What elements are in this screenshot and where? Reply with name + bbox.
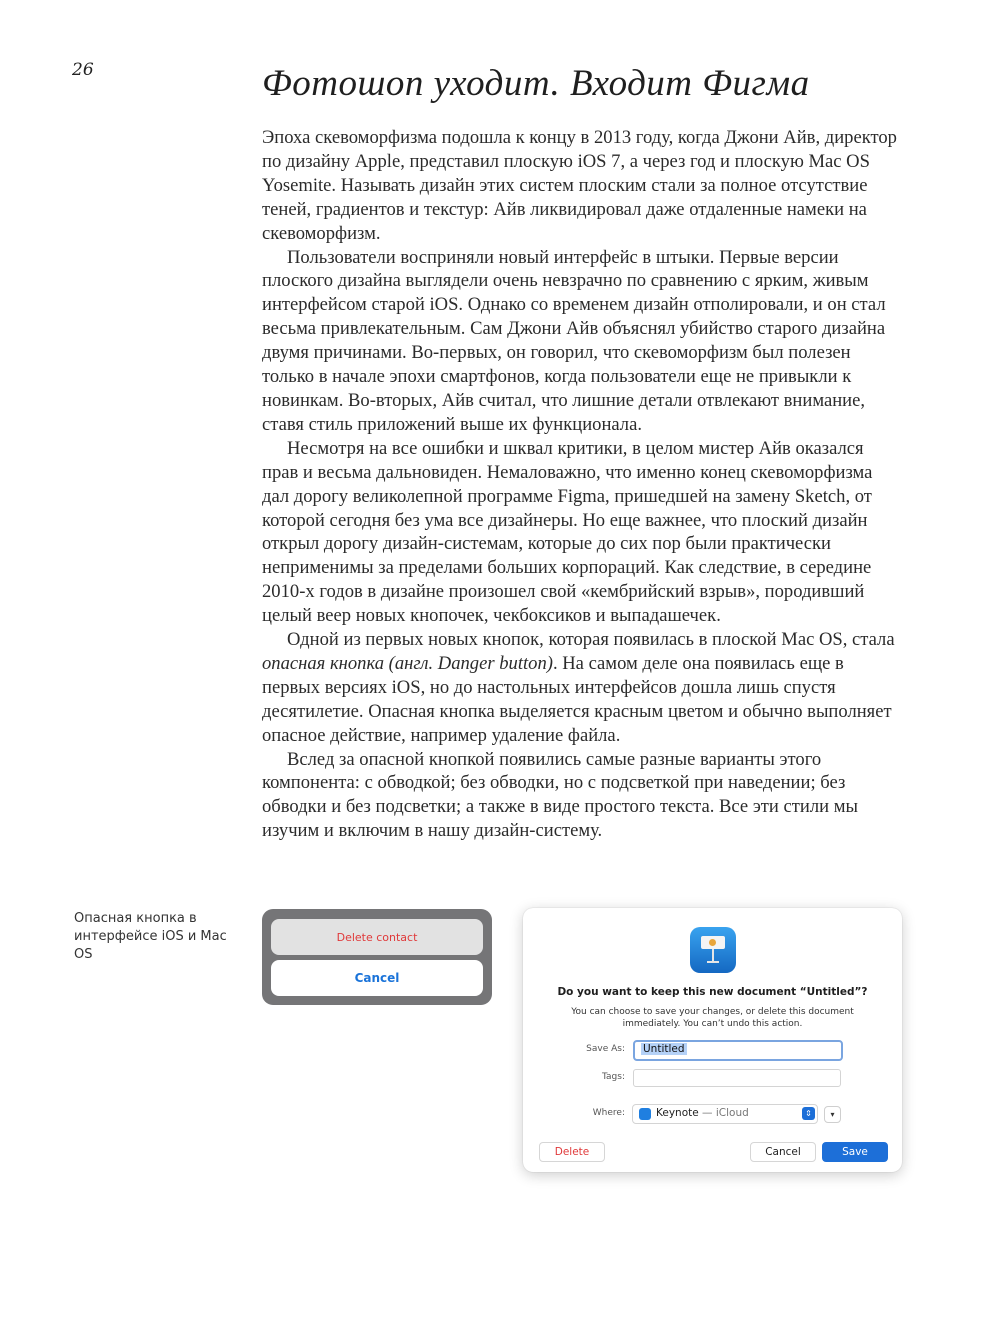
paragraph-5: Вслед за опасной кнопкой появились самые разные варианты этого компонента: с обводкой; без обводки, но с подсветкой при наведении; без обводки и без подсветки; а также в виде простого текста. Все эти стили мы изучим и включим в нашу дизайн-систему. bbox=[262, 748, 858, 842]
ios-cancel-button[interactable]: Cancel bbox=[271, 960, 483, 996]
where-select[interactable] bbox=[632, 1104, 818, 1124]
save-as-label: Save As: bbox=[586, 1044, 625, 1054]
mac-save-dialog bbox=[523, 908, 902, 1172]
danger-button-term: опасная кнопка (англ. Danger button) bbox=[262, 652, 553, 674]
paragraph-1: Эпоха скевоморфизма подошла к концу в 2013 году, когда Джони Айв, директор по дизайну Apple, представил плоскую iOS 7, а через год и плоскую Mac OS Yosemite. Называть дизайн этих систем плоским стали за полное отсутствие теней, градиентов и текстур: Айв ликвидировал даже отдаленные намеки на скевоморфизм. bbox=[262, 127, 897, 244]
expand-chevron-icon[interactable]: ▾ bbox=[824, 1106, 841, 1123]
save-as-value: Untitled bbox=[643, 1043, 685, 1055]
chapter-title: Фотошоп уходит. Входит Фигма bbox=[262, 63, 810, 104]
save-button[interactable]: Save bbox=[822, 1142, 888, 1162]
save-as-input[interactable] bbox=[633, 1040, 843, 1061]
body-text bbox=[262, 126, 902, 843]
tags-input[interactable] bbox=[633, 1069, 841, 1087]
delete-button[interactable]: Delete bbox=[539, 1142, 605, 1162]
tags-label: Tags: bbox=[602, 1072, 625, 1082]
page-number: 26 bbox=[72, 60, 94, 80]
keynote-icon bbox=[690, 927, 736, 973]
delete-contact-button[interactable]: Delete contact bbox=[271, 919, 483, 955]
keynote-folder-icon bbox=[639, 1108, 651, 1120]
dialog-title: Do you want to keep this new document “Untitled”? bbox=[557, 986, 868, 998]
paragraph-4 bbox=[262, 628, 902, 748]
where-value: Keynote bbox=[656, 1107, 699, 1119]
paragraph-3: Несмотря на все ошибки и шквал критики, в целом мистер Айв оказался прав и весьма дальновиден. Немаловажно, что именно конец скевоморфизма дал дорогу великолепной программе Figma, пришедшей на замену Sketch, от которой сегодня без ума все дизайнеры. Но еще важнее, что плоский дизайн открыл дорогу дизайн-системам, которые до сих пор были практически неприменимы за пределами больших корпораций. Как следствие, в середине 2010-х годов в дизайне произошел свой «кембрийский взрыв», породивший целый веер новых кнопочек, чекбоксиков и выпадашечек. bbox=[262, 437, 873, 627]
ios-action-sheet bbox=[262, 909, 492, 1005]
updown-chevron-icon: ⇕ bbox=[802, 1107, 815, 1120]
paragraph-4-start: Одной из первых новых кнопок, которая появилась в плоской Mac OS, стала bbox=[287, 629, 895, 651]
dialog-message: You can choose to save your changes, or delete this document immediately. You can’t undo this action. bbox=[571, 1007, 854, 1029]
cancel-button[interactable]: Cancel bbox=[750, 1142, 816, 1162]
where-label: Where: bbox=[592, 1108, 625, 1118]
paragraph-4-end: . На самом деле она появилась еще в первых версиях iOS, но до настольных интерфейсов дошла лишь спустя десятилетие. Опасная кнопка выделяется красным цветом и обычно выполняет опасное действие, например удаление файла. bbox=[262, 652, 892, 746]
figure-caption: Опасная кнопка в интерфейсе iOS и Mac OS bbox=[74, 911, 227, 962]
where-location: — iCloud bbox=[698, 1107, 749, 1119]
paragraph-2: Пользователи восприняли новый интерфейс в штыки. Первые версии плоского дизайна выглядели очень невзрачно по сравнению с ярким, живым интерфейсом старой iOS. Однако со временем дизайн отполировали, и он стал весьма привлекательным. Сам Джони Айв объяснял убийство старого дизайна двумя причинами. Во-первых, он говорил, что скевоморфизм был полезен только в начале эпохи смартфонов, когда пользователи еще не привыкли к новинкам. Во-вторых, Айв считал, что лишние детали отвлекают внимание, ставя стиль приложений выше их функционала. bbox=[262, 246, 886, 435]
